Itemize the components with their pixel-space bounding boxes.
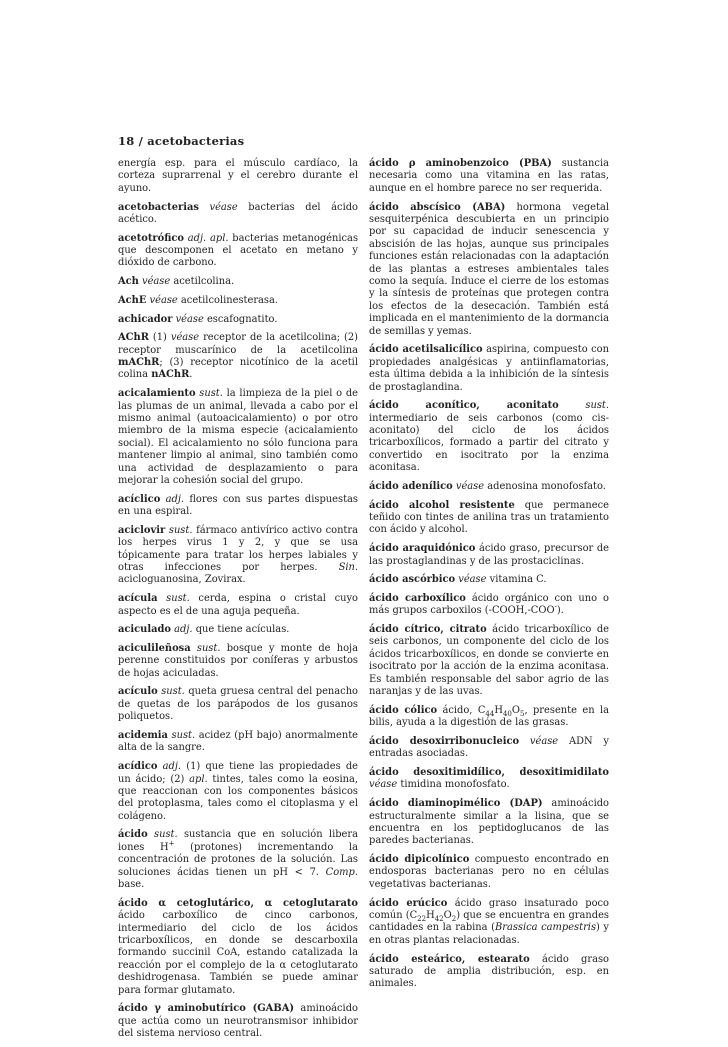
dictionary-entry: ácido desoxitimidílico, desoxitimidilato véase timidina monofosfato. — [369, 767, 609, 791]
dictionary-entry: acídico adj. (1) que tiene las propiedades de un ácido; (2) apl. tintes, tales como la eosina, que reaccionan con los componentes básicos del protoplasma, tales como el citoplasma y el colágeno. — [118, 761, 359, 822]
headword: aciculileñosa — [118, 642, 191, 654]
dictionary-entry: acetobacterias véase bacterias del ácido acético. — [118, 201, 358, 225]
dictionary-entry: ácido cítrico, citrato ácido tricarboxílico de seis carbonos, un componente del ciclo de los ácidos tricarboxílicos, en donde se convierte en isocitrato por la acción de la enzima aconitasa. Es también responsable del sabor agrio de las naranjas y de las uvas. — [369, 624, 609, 698]
dictionary-entry: aciculileñosa sust. bosque y monte de hoja perenne constituidos por coníferas y arbustos de hojas aciculadas. — [118, 642, 359, 679]
headword: ácido carboxílico — [369, 592, 466, 604]
dictionary-entry: ácido araquidónico ácido graso, precursor de las prostaglandinas y de las prostaciclinas. — [369, 543, 609, 567]
dictionary-entry: ácido aconítico, aconitato sust. intermediario de seis carbonos (como cis-aconitato) del ciclo de los ácidos tricarboxílicos, formado a partir del citrato y convertido en isocitrato por la enzima aconitasa. — [369, 400, 609, 474]
dictionary-entry: ácido esteárico, estearato ácido graso saturado de amplia distribución, esp. en animales. — [369, 953, 609, 990]
headword: AchE — [118, 294, 147, 306]
headword: ácido aconítico, aconitato — [369, 400, 559, 412]
headword: ácido desoxitimidílico, desoxitimidilato — [369, 767, 609, 779]
left-column — [118, 158, 358, 1047]
dictionary-entry: ácido acetilsalicílico aspirina, compuesto con propiedades analgésicas y antiinflamatorias, esta última debida a la inhibición de la síntesis de prostaglandina. — [369, 344, 609, 393]
headword: ácido erúcico — [369, 897, 448, 909]
headword: ácido ascórbico — [369, 574, 456, 586]
headword: ácido adenílico — [369, 480, 453, 492]
headword: aciculado — [118, 624, 171, 636]
dictionary-entry: ácido abscísico (ABA) hormona vegetal sesquiterpénica descubierta en un principio por su capacidad de inducir senescencia y abscisión de las hojas, aunque sus principales funciones están relacionadas con la adaptación de las plantas a estreses ambientales tales como la sequía. Induce el cierre de los estomas y la síntesis de proteínas que protegen contra los efectos de la desecación. También está implicada en el mantenimiento de la dormancia de semillas y yemas. — [369, 201, 609, 337]
headword: aciclovir — [118, 524, 166, 536]
headword: achicador — [118, 313, 173, 325]
dictionary-entry: acículo sust. queta gruesa central del penacho de quetas de los parápodos de los gusanos poliquetos. — [118, 686, 358, 723]
dictionary-entry: achicador véase escafognatito. — [118, 313, 278, 325]
dictionary-entry: ácido diaminopimélico (DAP) aminoácido estructuralmente similar a la lisina, que se encuentra en los peptidoglucanos de las paredes bacterianas. — [369, 798, 609, 847]
headword: ácido esteárico, estearato — [369, 953, 530, 965]
headword: ácido dipicolínico — [369, 854, 470, 866]
dictionary-entry: ácido carboxílico ácido orgánico con uno o más grupos carboxilos (-COOH,-COO-). — [369, 592, 609, 617]
headword: ácido ρ aminobenzoico (PBA) — [369, 158, 552, 169]
running-title: / acetobacterias — [134, 134, 245, 148]
right-column — [369, 158, 609, 997]
dictionary-entry: ácido dipicolínico compuesto encontrado en endosporas bacterianas pero no en células vegetativas bacterianas. — [369, 854, 609, 890]
dictionary-entry: acíclico adj. flores con sus partes dispuestas en una espiral. — [118, 493, 358, 518]
headword: ácido alcohol resistente — [369, 499, 515, 511]
headword: ácido — [118, 829, 148, 841]
headword: ácido α cetoglutárico, α cetoglutarato — [118, 897, 358, 909]
headword: ácido araquidónico — [369, 543, 476, 555]
dictionary-entry: ácido alcohol resistente que permanece teñido con tintes de anilina tras un tratamiento con ácido y alcohol. — [369, 499, 609, 536]
dictionary-entry: Ach véase acetilcolina. — [118, 276, 235, 288]
headword: acidemia — [118, 730, 168, 741]
dictionary-entry: ácido sust. sustancia que en solución libera iones H+ (protones) incrementando la concentración de protones de la solución. Las soluciones ácidas tienen un pH < 7. Comp. base. — [118, 829, 359, 891]
dictionary-entry: ácido ρ aminobenzoico (PBA) sustancia necesaria como una vitamina en las ratas, aunque en el hombre parece no ser requerida. — [369, 158, 609, 194]
headword: ácido cítrico, citrato — [369, 624, 487, 636]
dictionary-entry: ácido α cetoglutárico, α cetoglutarato ácido carboxílico de cinco carbonos, intermediario del ciclo de los ácidos tricarboxílicos, en donde se descarboxila formando succinil CoA, estando catalizada la reacción por el complejo de la α cetoglutarato deshidrogenasa. También se puede aminar para formar glutamato. — [118, 897, 358, 996]
headword: ácido abscísico (ABA) — [369, 201, 506, 213]
dictionary-entry: ácido adenílico véase adenosina monofosfato. — [369, 480, 606, 492]
headword: acídico — [118, 761, 158, 773]
headword: acícula — [118, 593, 158, 605]
headword: acetobacterias — [118, 201, 199, 213]
running-header — [118, 134, 244, 148]
headword: Ach — [118, 276, 139, 288]
dictionary-entry: acidemia sust. acidez (pH bajo) anormalmente alta de la sangre. — [118, 730, 359, 754]
dictionary-entry: ácido cólico ácido, $C_{44}H_{40}O_5$, presente en la bilis, ayuda a la digestión de las grasas. — [369, 704, 610, 729]
headword: ácido diaminopimélico (DAP) — [369, 798, 543, 810]
page-number: 18 — [118, 134, 135, 148]
headword: acículo — [118, 686, 158, 698]
headword: AChR — [118, 332, 149, 344]
headword: ácido acetilsalicílico — [369, 344, 483, 356]
dictionary-entry: aciclovir sust. fármaco antivírico activo contra los herpes virus 1 y 2, y que se usa tópicamente para tratar los herpes labiales y otras infecciones por herpes. Sin. acicloguanosina, Zovirax. — [118, 524, 359, 586]
headword: ácido γ aminobutírico (GABA) — [118, 1003, 295, 1015]
dictionary-entry: acícula sust. cerda, espina o cristal cuyo aspecto es el de una aguja pequeña. — [118, 593, 358, 617]
headword: acetotrófico — [118, 232, 184, 244]
dictionary-entry: ácido γ aminobutírico (GABA) aminoácido que actúa como un neurotransmisor inhibidor del sistema nervioso central. — [118, 1003, 358, 1040]
dictionary-entry: ácido erúcico ácido graso insaturado poco común $(C_{22}H_{42}O_2)$ que se encuentra en grandes cantidades en la rabina (Brassica campestris) y en otras plantas relacionadas. — [369, 897, 610, 946]
dictionary-entry: AChR (1) véase receptor de la acetilcolina; (2) receptor muscarínico de la acetilcolina mAChR; (3) receptor nicotínico de la acetil colina nAChR. — [118, 332, 358, 381]
headword: ácido desoxirribonucleico — [369, 735, 520, 747]
dictionary-entry: ácido ascórbico véase vitamina C. — [369, 574, 547, 586]
dictionary-entry: energía esp. para el músculo cardíaco, la corteza suprarrenal y el cerebro durante el ayuno. — [118, 158, 358, 194]
dictionary-entry: ácido desoxirribonucleico véase ADN y entradas asociadas. — [369, 735, 609, 760]
dictionary-entry: acetotrófico adj. apl. bacterias metanogénicas que descomponen el acetato en metano y dióxido de carbono. — [118, 232, 359, 269]
headword: acicalamiento — [118, 388, 196, 400]
dictionary-entry: acicalamiento sust. la limpieza de la piel o de las plumas de un animal, llevada a cabo por el mismo animal (autoacicalamiento) o por otro miembro de la misma especie (acicalamiento social). El acicalamiento no sólo funciona para mantener limpio al animal, sino también como una actividad de desplazamiento o para mejorar la cohesión social del grupo. — [118, 388, 359, 487]
headword: acíclico — [118, 493, 161, 505]
headword: ácido cólico — [369, 704, 438, 716]
dictionary-entry: AchE véase acetilcolinesterasa. — [118, 294, 279, 306]
dictionary-entry: aciculado adj. que tiene acículas. — [118, 624, 290, 636]
